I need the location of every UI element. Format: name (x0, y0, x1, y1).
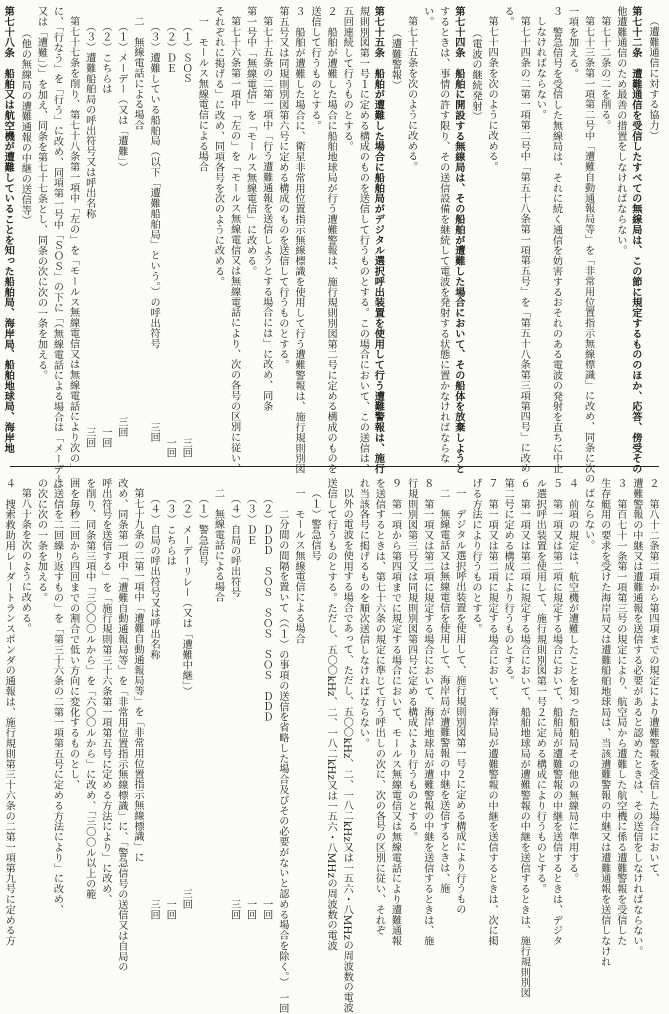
text-column: 第七十六条第一項中「左の」を「モールス無線電信又は無線電話により、次の各号の区別に従い、 (228, 16, 240, 474)
text-column: 送信して行うものとする。 (309, 6, 321, 131)
text-column: 第七十四条を次のように改める。 (486, 16, 498, 172)
text-column: ３ 第百七十一条第一項第三号の規定により、航空局から遭難した航空機に係る遭難警報を受信した (614, 478, 626, 946)
text-column: （２）ＤＥ 一回 (164, 16, 176, 459)
text-column: （遭難警報） (389, 28, 401, 91)
text-column: 行規則別図第三号又は同規則別図第四号に定める構成により行うものとする。 (405, 478, 417, 842)
text-column: 送信して行うものとする。ただし、五〇〇kHz、二、一八二kHz又は一五六・八MHzの周波数の電波 (325, 478, 337, 951)
text-column: （３）遭難している船舶局（以下「遭難船舶局」という。）の呼出符号 三回 (148, 16, 160, 443)
text-column: （２）こちらは 一回 (99, 16, 111, 448)
text-column: 第七十五条 船舶が遭難した場合に船舶局がデジタル選択呼出装置を使用して行う遭難警報は、施行 (372, 6, 385, 474)
text-column: を削り、同条第三項中「三〇〇〇ルから」を「六〇〇ルから」に改め、「三〇〇ル以上の範 (83, 478, 95, 900)
text-column: ５ 第一項又は第二項に規定する場合において、船舶局が遭難警報の中継を送信するときは、デジタ (550, 478, 562, 946)
text-column: （１）警急信号 (309, 488, 321, 561)
text-column: （３）遭難船舶局の呼出符号又は呼出名称 三回 (83, 16, 95, 448)
text-column: 第七十七条を削り、第七十八条第一項中「左の」を「モールス無線電信又は無線電話により次の」 (67, 16, 79, 474)
text-column: （３）こちらは 一回 (164, 488, 176, 920)
text-column: 生存艇用の要求を受けた海岸局又は遭難船舶地球局は、当該遭難警報の中継又は遭難通報を送信しなけれ (598, 478, 610, 967)
text-column: 第七十八条 船舶又は航空機が遭難していることを知った船舶局、海岸局、船舶地球局、海岸地 (2, 6, 15, 454)
top-text-block (2, 6, 659, 495)
text-column: （４）自局の呼出符号 三回 (228, 488, 240, 920)
text-column: ９ 第一項から第四項までに規定する場合において、モールス無線電信又は無線電話により遭難通報 (389, 478, 401, 946)
text-column: ３ 警急信号を受信した無線局は、それに続く通信を妨害するおそれのある電波の発射を直ちに中止 (550, 6, 562, 474)
text-column: それぞれに掲げる」に改め、同項各号を次のように改める。 (212, 6, 224, 287)
text-column: ばならない。 (582, 488, 594, 551)
text-column: するときは、事情の許す限り、その送信設備を継続して電波を発射する状態に置かなければならな (437, 6, 449, 464)
text-column: 五回連続して行うものとする。 (341, 6, 353, 152)
text-column: げる方法により行うものとする。 (469, 478, 481, 634)
text-column: 第二号に定める構成により行うものとする。 (502, 478, 514, 686)
text-column: 第一号中「無線電信」を「モールス無線電信」に改める。 (244, 6, 256, 277)
text-column: 第七十五条の二第一項中「行う遭難通報を送信しようとする場合には」に改め、同条 (260, 16, 272, 412)
text-column: れ当該各号に掲げるものを順次送信しなければならない。 (357, 478, 369, 749)
text-column: ２ 第八十二条第二項から第四項までの規定により遭難警報を受信した場合において、 (647, 478, 658, 884)
text-column: 一 モールス無線電信による場合 (196, 16, 208, 172)
text-column: は送信を二回繰り返すもの」を「第三十六条の二第一項第五号に定める方法により」に改め、 (51, 478, 63, 915)
text-column: の次に次の一条を加える。 (35, 478, 47, 603)
text-column: 二 無線電話又は無線電信を使用して、海岸局が遭難警報の中継を送信するときは、施 (437, 488, 449, 894)
text-column: 第七十九条の二第一項中「遭難自動通報局等」を「非常用位置指示無線標識」に (132, 488, 143, 863)
text-column: ４ 捜索救助用レーダートランスポンダの通報は、施行規則第三十六条の二第一項第九号に定める方 (3, 478, 15, 946)
text-column: （３）ＤＥ 一回 (244, 488, 256, 920)
text-column: 第七十三条第一項第二号中「遭難自動通報局等」を「非常用位置指示無線標識」に改め、同条に次の (582, 16, 594, 484)
text-column: （１）ＳＯＳ 三回 (180, 16, 192, 459)
text-column: （１）メーデー（又は「遭難」） 三回 (115, 16, 127, 438)
text-column: 二 無線電話による場合 (212, 488, 224, 603)
text-column: ル選択呼出装置を使用して、施行規則別図第一号２に定める構成により行うものとする。 (534, 478, 546, 894)
text-column: 第七十二条 遭難通信を受信したすべての無線局は、この節に規定するもののほか、応答、傍受その (629, 6, 642, 474)
text-column: （４）自局の呼出符号又は呼出名称 三回 (148, 488, 160, 920)
text-column: 第五号又は同規則別図第六号に定める構成のものを送信して行うものとする。 (276, 6, 288, 370)
text-column: 第七十五条を次のように改める。 (405, 16, 417, 172)
text-column: る。 (502, 6, 514, 27)
text-column: 第七十四条の二第一項第二号中「第五十八条第一項第五号」を「第五十八条第三項第四号」に改め (518, 16, 530, 474)
text-column: 第八十条を次のように改める。 (19, 488, 31, 634)
text-column: ４ 前項の規定は、航空機が遭難したことを知った船舶局その他の無線局に準用する。 (566, 478, 578, 884)
text-column: （電波の継続発射） (469, 28, 481, 122)
text-column: 第七十四条 船舶に開設する無線局は、その船舶が遭難した場合において、その船体を放棄しようと (452, 6, 465, 474)
text-column: （１）警急信号 (196, 488, 208, 567)
text-column: い。 (421, 6, 433, 27)
text-column: （２）メーデーリレー（又は「遭難中継」） 三回 (180, 488, 192, 910)
text-column: ８ 第一項又は第二項に規定する場合において、海岸地球局が遭難警報の中継を送信するときは、施 (421, 478, 433, 946)
text-column: 呼出符号を送信する」を「施行規則第三十六条第一項第五号に定める方法により」に改め、 (99, 478, 111, 905)
text-column: 囲を毎秒二回から四回までの割合で低い方向に変化するものとし、 (67, 478, 79, 790)
text-column: 以外の電波を使用する場合であって、ただし、五〇〇kHz、二、一八二kHz又は一五六・八MHzの周波数の電波 (341, 488, 353, 1013)
text-column: しなければならない。 (534, 16, 546, 120)
text-column: 他遭難通信のため最善の措置をしなければならない。 (614, 6, 626, 256)
text-column: （２）ＤＤＤ ＳＯＳ ＳＯＳ ＳＯＳ ＤＤＤ 一回 (260, 488, 272, 920)
text-column: 規則別図第一号１に定める構成のものを送信して行うものとする。この場合において、この送信は、 (357, 6, 369, 474)
text-column: 又は「遭難」）」を加え、同条を第七十七条とし、同条の次に次の一条を加える。 (35, 6, 47, 381)
text-column: 一 デジタル選択呼出装置を使用して、施行規則別図第一号２に定める構成により行うもの (453, 488, 465, 915)
text-column: ３ 船舶が遭難した場合に、衛星非常用位置指示無線標識を使用して行う遭難警報は、施行規則別図 (292, 6, 304, 474)
text-column: 二分間の間隔を置いて（（１）の事項の送信を省略した場合及びその必要がないと認める場合を除く。） 一回 (276, 488, 288, 1014)
text-column: に、「行なう」を「行う」に改め、同項第一号中「ＳＯＳ」の下に「（無線電話による場合は「メーデー」 (51, 6, 63, 495)
text-column: 一項を加える。 (566, 6, 578, 79)
text-column: ２ 船舶が遭難した場合に船舶地球局が行う遭難警報は、施行規則別図第二号に定める構成のものを (325, 6, 337, 474)
text-column: を送信するときは、第七十六条の規定に準じて行う呼出しの次に、次の各号の区別に従い、それぞ (373, 478, 385, 936)
text-column: 遭難警報の中継又は遭難通報を送信する必要があると認めたときは、その送信をしなければならない。 (630, 478, 642, 957)
section-divider (10, 466, 659, 467)
text-column: ７ 第一項又は第二項に規定する場合において、海岸局が遭難警報の中継を送信するときは、次に掲 (486, 478, 498, 946)
text-column: （遭難通信に対する協力） (647, 16, 658, 141)
text-column: 一 モールス無線電信による場合 (292, 488, 304, 644)
text-column: （他の無線局の遭難通報の中継の送信等） (19, 28, 31, 226)
bottom-text-block (3, 478, 659, 1014)
text-column: 第七十二条の二を削る。 (598, 16, 610, 131)
text-column: ６ 第一項又は第二項に規定する場合において、船舶地球局が遭難警報の中継を送信するときは、施行規則別図 (518, 478, 530, 998)
text-column: 二 無線電話による場合 (132, 16, 143, 131)
text-column: 改め、同条第一項中「遭難自動通報局等」を「非常用位置指示無線標識」に、「警急信号の送信又は自局の (115, 478, 127, 973)
